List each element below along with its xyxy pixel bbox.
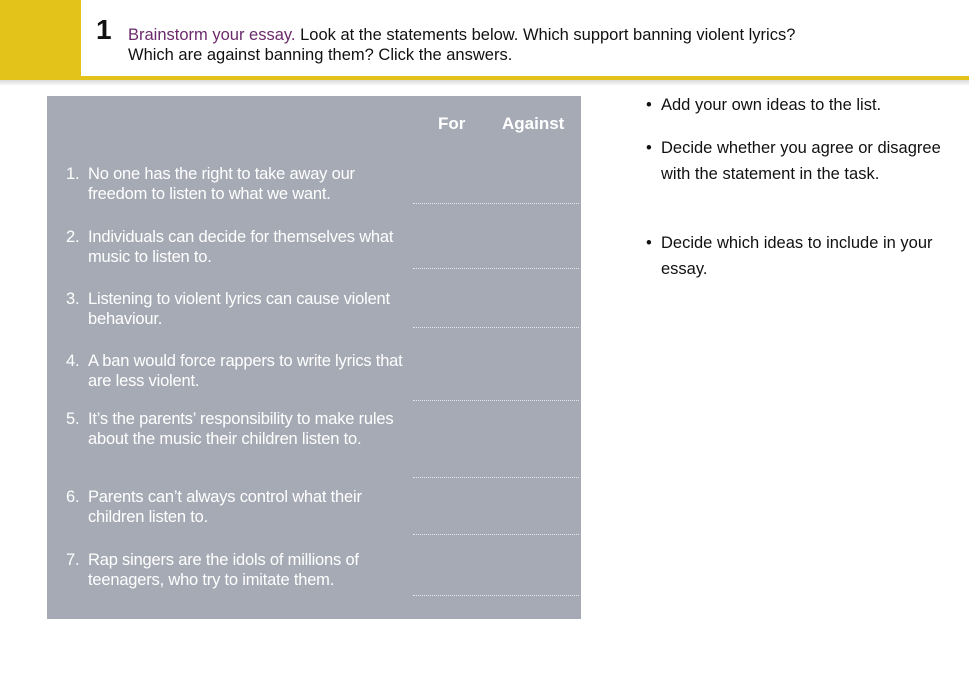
answer-line-3[interactable] bbox=[413, 327, 579, 328]
instructions-lead: Brainstorm your essay. bbox=[128, 26, 296, 44]
answer-line-2[interactable] bbox=[413, 268, 579, 269]
instructions bbox=[128, 25, 928, 65]
statement-text: Listening to violent lyrics can cause violent behaviour. bbox=[88, 290, 390, 328]
answer-line-7[interactable] bbox=[413, 595, 579, 596]
statement-number: 5. bbox=[66, 410, 80, 428]
statement-number: 1. bbox=[66, 165, 80, 183]
bullet-icon: • bbox=[646, 139, 652, 157]
statement-text: No one has the right to take away our freedom to listen to what we want. bbox=[88, 165, 355, 203]
column-header-against: Against bbox=[502, 114, 565, 133]
statement-text: It’s the parents’ responsibility to make rules about the music their children listen to. bbox=[88, 410, 394, 448]
statement-number: 3. bbox=[66, 290, 80, 308]
header-shadow bbox=[0, 80, 969, 86]
statement-text: Parents can’t always control what their children listen to. bbox=[88, 488, 362, 526]
statement-number: 2. bbox=[66, 228, 80, 246]
statement-6[interactable] bbox=[66, 487, 406, 527]
statement-number: 4. bbox=[66, 352, 80, 370]
statement-4[interactable] bbox=[66, 351, 406, 391]
tip-text: Add your own ideas to the list. bbox=[661, 96, 882, 114]
tip-item bbox=[646, 230, 946, 282]
statement-7[interactable] bbox=[66, 550, 406, 590]
statement-2[interactable] bbox=[66, 227, 406, 267]
bullet-icon: • bbox=[646, 96, 652, 114]
instructions-line-2: Which are against banning them? Click the answers. bbox=[128, 46, 513, 64]
answer-line-4[interactable] bbox=[413, 400, 579, 401]
tip-text: Decide whether you agree or disagree with the statement in the task. bbox=[661, 139, 941, 183]
answer-line-6[interactable] bbox=[413, 534, 579, 535]
tip-item bbox=[646, 92, 946, 118]
statement-1[interactable] bbox=[66, 164, 406, 204]
statement-number: 6. bbox=[66, 488, 80, 506]
statement-text: A ban would force rappers to write lyrics that are less violent. bbox=[88, 352, 403, 390]
answer-line-5[interactable] bbox=[413, 477, 579, 478]
tip-text: Decide which ideas to include in your essay. bbox=[661, 234, 933, 278]
answer-line-1[interactable] bbox=[413, 203, 579, 204]
statement-text: Rap singers are the idols of millions of teenagers, who try to imitate them. bbox=[88, 551, 359, 589]
activity-number: 1 bbox=[96, 14, 112, 45]
instructions-line-1: Look at the statements below. Which support banning violent lyrics? bbox=[300, 26, 796, 44]
statement-5[interactable] bbox=[66, 409, 406, 449]
header-accent-block bbox=[0, 0, 81, 76]
statement-text: Individuals can decide for themselves what music to listen to. bbox=[88, 228, 394, 266]
statement-number: 7. bbox=[66, 551, 80, 569]
column-header-for: For bbox=[438, 114, 466, 133]
tip-item bbox=[646, 135, 946, 187]
bullet-icon: • bbox=[646, 234, 652, 252]
statement-3[interactable] bbox=[66, 289, 406, 329]
